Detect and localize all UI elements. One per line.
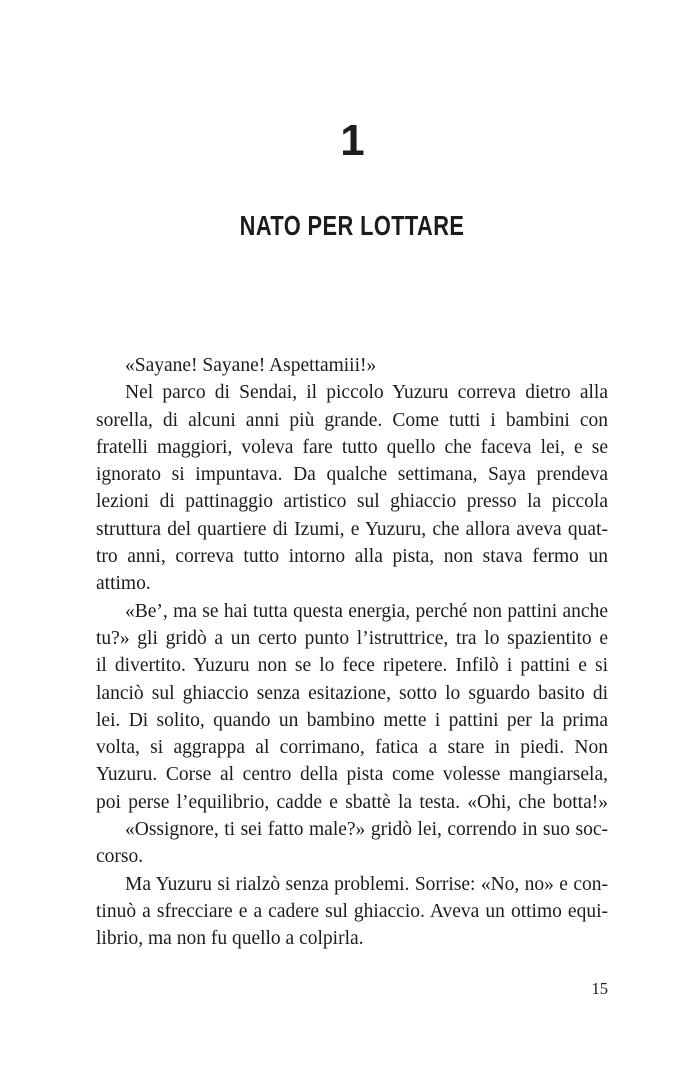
text-line: «Be’, ma se hai tutta questa energia, perché non pattini anche: [125, 600, 608, 622]
text-line: poi perse l’equilibrio, cadde e sbattè la testa. «Ohi, che botta!»: [96, 791, 608, 813]
text-line: Nel parco di Sendai, il piccolo Yuzuru correva dietro alla: [125, 382, 608, 404]
chapter-number: 1: [340, 116, 364, 165]
text-line: tro anni, correva tutto intorno alla pista, non stava fermo un: [96, 546, 608, 568]
text-line: lanciò sul ghiaccio senza esitazione, sotto lo sguardo basito di: [96, 682, 608, 704]
chapter-title: [96, 211, 608, 241]
text-line: librio, ma non fu quello a colpirla.: [96, 928, 364, 950]
text-line: corso.: [96, 846, 144, 868]
chapter-title-text: NATO PER LOTTARE: [239, 210, 465, 241]
text-line: tu?» gli gridò a un certo punto l’istruttrice, tra lo spazientito e: [96, 627, 608, 649]
text-line: fratelli maggiori, voleva fare tutto quello che faceva lei, e se: [96, 436, 608, 458]
text-line: tinuò a sfrecciare e a cadere sul ghiaccio. Aveva un ottimo equi-: [96, 900, 608, 922]
text-line: sorella, di alcuni anni più grande. Come tutti i bambini con: [96, 409, 608, 431]
text-line: Yuzuru. Corse al centro della pista come volesse mangiarsela,: [96, 764, 608, 786]
text-line: volta, si aggrappa al corrimano, fatica a stare in piedi. Non: [96, 737, 608, 759]
text-line: lezioni di pattinaggio artistico sul ghiaccio presso la piccola: [96, 491, 608, 513]
text-line: Ma Yuzuru si rialzò senza problemi. Sorrise: «No, no» e con-: [125, 873, 608, 895]
body-text: [96, 352, 608, 953]
text-line: attimo.: [96, 573, 151, 595]
text-line: «Sayane! Sayane! Aspettamiii!»: [125, 355, 377, 376]
text-line: ignorato si impuntava. Da qualche settimana, Saya prendeva: [96, 464, 608, 486]
text-line: «Ossignore, ti sei fatto male?» gridò lei, correndo in suo soc-: [125, 819, 608, 841]
text-line: struttura del quartiere di Izumi, e Yuzuru, che allora aveva quat-: [96, 518, 608, 540]
text-line: lei. Di solito, quando un bambino mette i pattini per la prima: [96, 709, 608, 731]
text-line: il divertito. Yuzuru non se lo fece ripetere. Infilò i pattini e si: [96, 655, 608, 677]
page-number: 15: [591, 979, 608, 998]
